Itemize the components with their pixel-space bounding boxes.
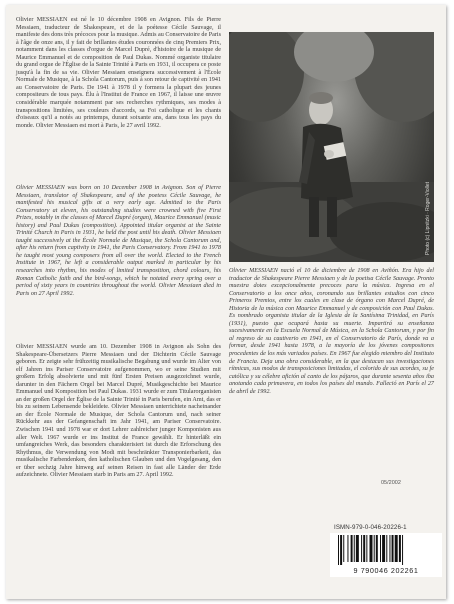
barcode-bar bbox=[370, 535, 373, 562]
barcode-bar bbox=[376, 535, 378, 562]
barcode-bar bbox=[361, 535, 362, 562]
barcode-bar bbox=[382, 535, 385, 562]
barcode-bar bbox=[351, 535, 353, 562]
barcode-bar bbox=[347, 535, 348, 562]
biography-spanish: Olivier MESSIAEN nació el 10 de diciembre de 1908 en Aviñón. Era hijo del traductor de Shakespeare Pierre Messiaen y de la poetisa Cécile Sauvage. Pronto muestra dotes excepcionalmente precoces para la música. Ingresa en el Conservatorio a los once años, coronando sus brillantes estudios con cinco Primeros Premios, entre los cuales en clase de órgano con Marcel Dupré, de Historia de la música con Maurice Emmanuel y de composición con Paul Dukas. Es nombrado organista titular de la Iglesia de la Santísima Trinidad, en París (1931), puesto que ocupará hasta su muerte. Impartirá su enseñanza sucesivamente en la Escuela Normal de Música, en la Schola Cantorum, y por fin al regreso de su cautiverio en 1941, en el Conservatorio de París, donde va a formar, desde 1941 hasta 1978, a la mayoría de los jóvenes compositores procedentes de los más variados países. En 1967 fue elegido miembro del Instituto de Francia. Deja una obra considerable, en la que destacan sus investigaciones rítmicas, sus modos de transposiciones limitadas, el colorido de sus acordes, su fe católica y su célebre afición al canto de los pájaros, que durante sesenta años iba anotando cada primavera, en todos los países del mundo. Falleció en París el 27 de abril de 1992. bbox=[229, 268, 434, 395]
barcode-bar bbox=[389, 535, 390, 562]
barcode-bars bbox=[336, 535, 436, 565]
photo-credit: Photo (c) Lipnitzki · Roger-Viollet bbox=[425, 182, 431, 255]
barcode-bar bbox=[354, 535, 355, 562]
barcode-bar bbox=[402, 535, 403, 565]
edition-code: 05/2002 bbox=[381, 480, 401, 486]
biography-german: Olivier MESSIAEN wurde am 10. Dezember 1908 in Avignon als Sohn des Shakespeare-Übersetzers Pierre Messiaen und der Dichterin Cécile Sauvage geboren. Er zeigte sehr frühzeitig musikalische Begabung und wurde im Alter von elf Jahren ins Pariser Conservatoire aufgenommen, wo er seine Studien mit großem Erfolg absolvierte und mit fünf Ersten Preisen ausgezeichnet wurde, darunter in den Fächern Orgel bei Marcel Dupré, Musikgeschichte bei Maurice Emmanuel und Komposition bei Paul Dukas. 1931 wurde er zum Titularorganisten an der großen Orgel der Église de la Sainte Trinité in Paris berufen, ein Amt, das er bis zu seinem Lebensende bekleidete. Olivier Messiaen unterrichtete nacheinander an der École Normale de Musique, der Schola Cantorum und, nach seiner Rückkehr aus der Gefangenschaft im Jahr 1941, am Pariser Conservatoire. Zwischen 1941 und 1978 war er dort Lehrer zahlreicher junger Komponisten aus aller Welt. 1967 wurde er ins Institut de France gewählt. Er hinterläßt ein umfangreiches Werk, das besonders charakterisiert ist durch die Erforschung des Rhythmus, die Verwendung von Modi mit beschränkter Transponierbarkeit, das musikalische Farbendenken, den katholischen Glauben und den Vogelgesang, den er über sechzig Jahre hinweg auf seinen Reisen in fast alle Länder der Erde aufzeichnete. Olivier Messiaen starb in Paris am 27. April 1992. bbox=[16, 344, 221, 479]
barcode-bar bbox=[340, 535, 342, 565]
barcode-bar bbox=[380, 535, 381, 562]
barcode-digits: 9 790046 202261 bbox=[353, 566, 419, 575]
composer-photo-illustration bbox=[229, 32, 434, 262]
barcode-bar bbox=[392, 535, 394, 562]
barcode-bar bbox=[395, 535, 398, 562]
barcode-bar bbox=[366, 535, 367, 562]
barcode bbox=[330, 533, 442, 577]
booklet-back-cover bbox=[6, 5, 446, 599]
biography-english: Olivier MESSIAEN was born on 10 December 1908 in Avignon. Son of Pierre Messiaen, translator of Shakespeare, and of the poetess Cécile Sauvage, he manifested his musical gifts at a very early age. Admitted to the Paris Conservatory at eleven, his outstanding studies were crowned with five First Prizes, notably in the classes of Marcel Dupré (organ), Maurice Emmanuel (music history) and Paul Dukas (composition). Appointed titular organist at the Sainte Trinité Church in Paris in 1931, he held the post until his death. Olivier Messiaen taught successively at the École Normale de Musique, the Schola Cantorum and, after his return from captivity in 1941, the Paris Conservatory. From 1941 to 1978 he taught most young composers from all over the world. Elected to the French Institute in 1967, he left a considerable output marked in particular by his researches into rhythm, his modes of limited transposition, chord colours, his Roman Catholic faith and the bird-songs, which he notated every spring over a period of sixty years in countries throughout the world. Olivier Messiaen died in Paris on 27 April 1992. bbox=[16, 185, 221, 297]
barcode-bar bbox=[399, 535, 401, 562]
barcode-bar bbox=[374, 535, 375, 562]
barcode-bar bbox=[356, 535, 359, 562]
barcode-bar bbox=[386, 535, 387, 562]
composer-photo bbox=[229, 32, 434, 262]
barcode-bar bbox=[363, 535, 365, 562]
barcode-bar bbox=[338, 535, 339, 565]
barcode-bar bbox=[343, 535, 344, 562]
ismn-number: ISMN-979-0-046-20226-1 bbox=[334, 524, 407, 531]
biography-french: Olivier MESSIAEN est né le 10 décembre 1908 en Avignon. Fils de Pierre Messiaen, traducteur de Shakespeare, et de la poétesse Cécile Sauvage, il manifeste des dons très précoces pour la musique. Admis au Conservatoire de Paris à l'âge de onze ans, il y fait de brillantes études couronnées de cinq Premiers Prix, notamment dans les classes d'orgue de Marcel Dupré, d'histoire de la musique de Maurice Emmanuel et de composition de Paul Dukas. Nommé organiste titulaire du grand orgue de l'Église de la Sainte Trinité à Paris en 1931, il occupera ce poste jusqu'à la fin de sa vie. Olivier Messiaen enseignera successivement à l'École Normale de Musique, à la Schola Cantorum, puis à son retour de captivité en 1941 au Conservatoire de Paris. De 1941 à 1978 il y formera la plupart des jeunes compositeurs de tous pays. Élu à l'Institut de France en 1967, il laisse une œuvre considérable marquée notamment par ses recherches rythmiques, ses modes à transpositions limitées, ses couleurs d'accords, sa Foi catholique et les chants d'oiseaux qu'il a notés au printemps, durant soixante ans, dans tous les pays du monde. Olivier Messiaen est mort à Paris, le 27 avril 1992. bbox=[16, 17, 221, 129]
